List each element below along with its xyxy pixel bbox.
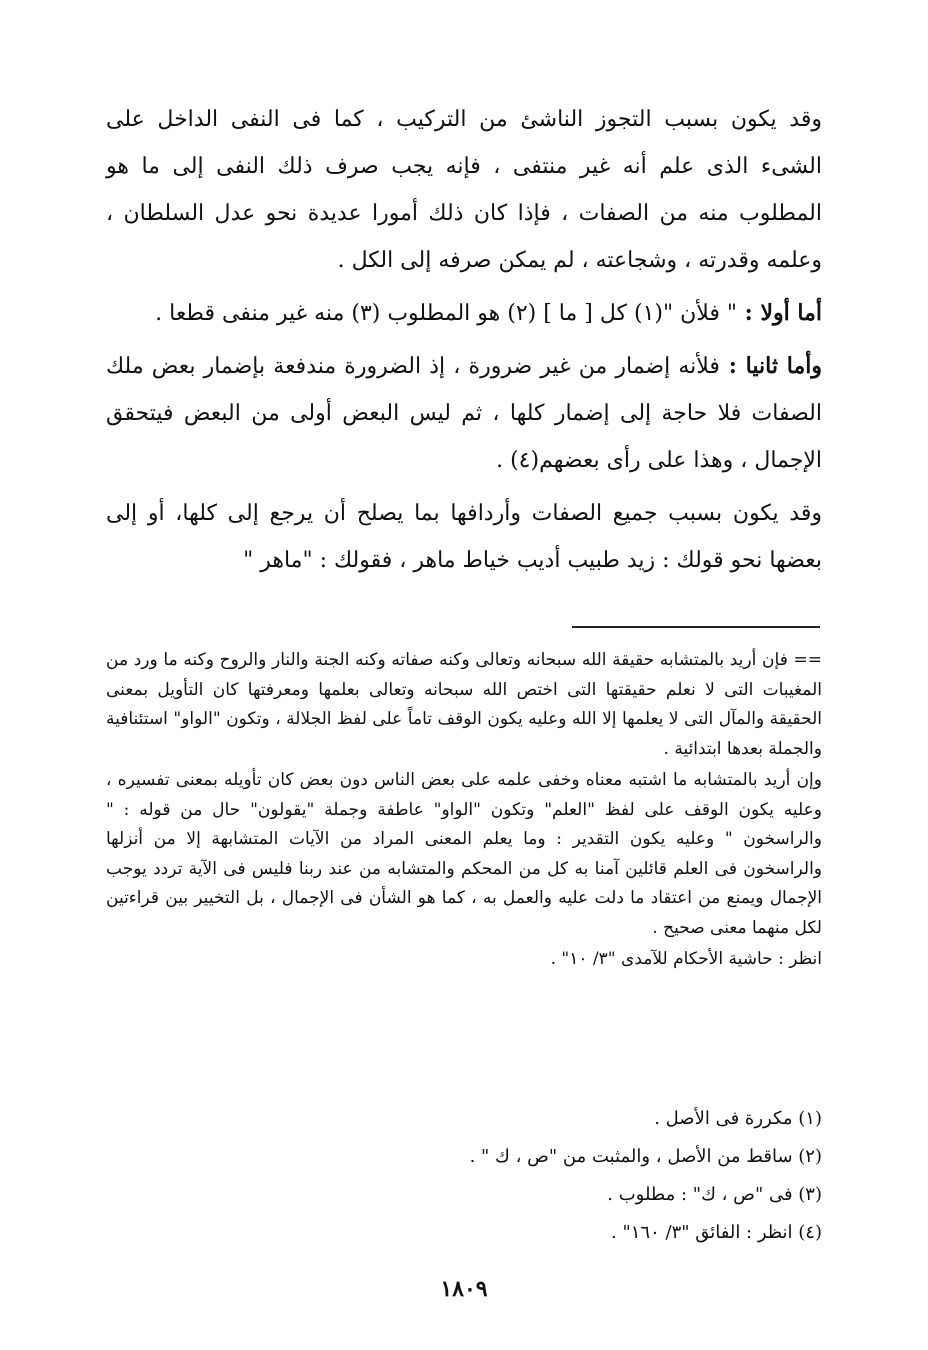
- footnote-1: (١) مكررة فى الأصل .: [654, 1108, 822, 1129]
- footnote-2: (٢) ساقط من الأصل ، والمثبت من "ص ، ك " .: [469, 1146, 822, 1167]
- paragraph-2: [106, 290, 822, 337]
- note-paragraph-1: == فإن أريد بالمتشابه حقيقة الله سبحانه وتعالى وكنه صفاته وكنه الجنة والنار والروح وكنه ما ورد من المغيبات التى لا نعلم حقيقتها التى اختص الله سبحانه وتعالى بعلمها ومعرفتها كان التأويل بمعنى الحقيقة والمآل التى لا يعلمها إلا الله وعليه يكون الوقف تاماً على لفظ الجلالة ، وتكون "الواو" استئنافية والجملة بعدها ابتدائية .: [106, 650, 822, 759]
- continued-note: [106, 646, 822, 977]
- page-number: ١٨٠٩: [440, 1276, 488, 1302]
- paragraph-3-body: فلأنه إضمار من غير ضرورة ، إذ الضرورة مندفعة بإضمار بعض ملك الصفات فلا حاجة إلى إضمار كلها ، ثم ليس البعض أولى من البعض فيتحقق الإجمال ، وهذا على رأى بعضهم(٤) .: [106, 354, 822, 473]
- paragraph-2-body: " فلأن "(١) كل [ ما ] (٢) هو المطلوب (٣) منه غير منفى قطعا .: [155, 301, 738, 326]
- note-reference: انظر : حاشية الأحكام للآمدى "٣/ ١٠" .: [550, 949, 822, 969]
- footnote-4: (٤) انظر : الفائق "٣/ ١٦٠" .: [611, 1222, 822, 1243]
- paragraph-1: وقد يكون بسبب التجوز الناشئ من التركيب ، كما فى النفى الداخل على الشىء الذى علم أنه غير منتفى ، فإنه يجب صرف ذلك النفى إلى ما هو المطلوب منه من الصفات ، فإذا كان ذلك أمورا عديدة نحو عدل السلطان ، وعلمه وقدرته ، وشجاعته ، لم يمكن صرفه إلى الكل .: [106, 107, 822, 273]
- paragraph-3: [106, 343, 822, 484]
- paragraph-2-lead: أما أولا :: [737, 300, 822, 326]
- footnote-divider: [572, 626, 820, 628]
- note-paragraph-2: وإن أريد بالمتشابه ما اشتبه معناه وخفى علمه على بعض الناس دون بعض كان تأويله بمعنى تفسيره ، وعليه يكون الوقف على لفظ "العلم" وتكون "الواو" عاطفة وجملة "يقولون" حال من قوله : " والراسخون " وعليه يكون التقدير : وما يعلم المعنى المراد من الآيات المتشابهة إلا من أنزلها والراسخون فى العلم قائلين آمنا به كل من المحكم والمتشابه من عند ربنا فليس فى الآية تردد يوجب الإجمال ويمنع من اعتقاد ما دلت عليه والعمل به ، كما هو الشأن فى الإجمال ، بل التخيير بين قراءتين لكل منهما معنى صحيح .: [106, 770, 822, 938]
- paragraph-3-lead: وأما ثانيا :: [719, 353, 822, 379]
- main-text: [106, 96, 822, 590]
- paragraph-4: وقد يكون بسبب جميع الصفات وأردافها بما يصلح أن يرجع إلى كلها، أو إلى بعضها نحو قولك : زيد طبيب أديب خياط ماهر ، فقولك : "ماهر ": [106, 501, 822, 573]
- footnote-3: (٣) فى "ص ، ك" : مطلوب .: [607, 1184, 822, 1205]
- footnotes-list: [106, 1100, 822, 1252]
